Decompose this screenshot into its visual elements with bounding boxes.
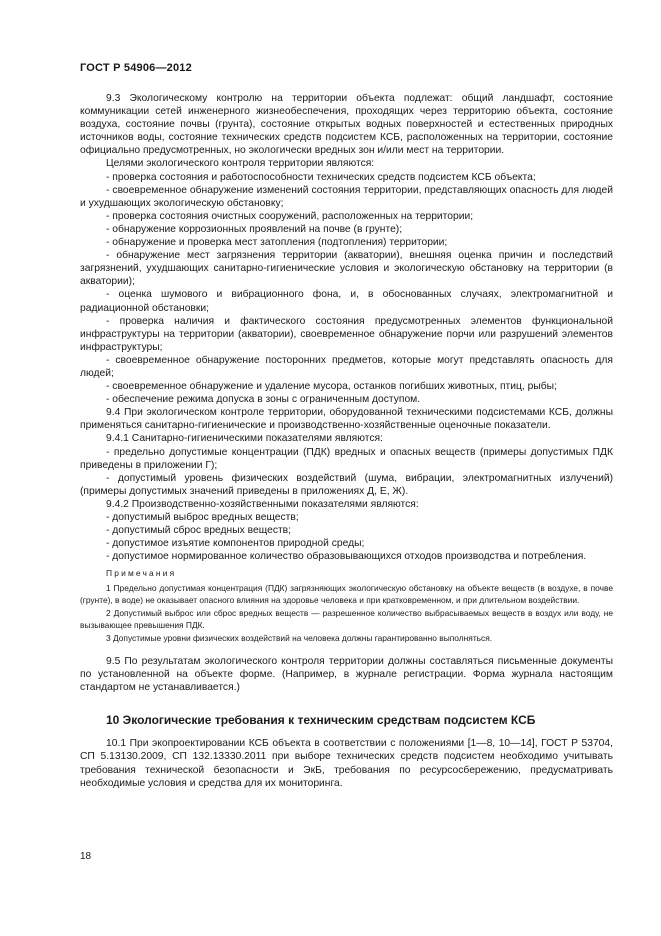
list-item: - обнаружение мест загрязнения территории (акватории), внешняя оценка причин и последствий загрязнений, ухудшающих санитарно-гигиенические условия и экологическую обстановку на территории (в акватории); [80,250,613,288]
notes-title: Примечания [106,568,177,579]
note-item: 1 Предельно допустимая концентрация (ПДК) загрязняющих экологическую обстановку на объекте веществ (в воздухе, в почве (грунте), в воде) не оказывает опасного влияния на здоровье человека и при кратковременном, и при длительном воздействии. [80,582,613,605]
list-item: - обеспечение режима допуска в зоны с ограниченным доступом. [106,394,421,406]
paragraph-9-3: 9.3 Экологическому контролю на территории объекта подлежат: общий ландшафт, состояние коммуникации сетей инженерного жизнеобеспечения, проходящих через территорию объекта, состояние воздуха, состояние почвы (грунта), состояние открытых водных поверхностей и естественных природных источников воды, состояние технических средств подсистем КСБ, расположенных на территории, состояние официально предусмотренных, но экологически вредных зон и/или мест на территории. [80,93,613,157]
list-item: - оценка шумового и вибрационного фона, и, в обоснованных случаях, электромагнитной и радиационной обстановки; [80,289,613,314]
paragraph-9-4-2: 9.4.2 Производственно-хозяйственными показателями являются: [106,498,419,510]
goals-intro: Целями экологического контроля территории являются: [106,158,375,170]
page-content [80,92,613,790]
list-item: - предельно допустимые концентрации (ПДК) вредных и опасных веществ (примеры допустимых ПДК приведены в приложении Г); [80,446,613,471]
list-item: - проверка состояния очистных сооружений, расположенных на территории; [106,210,474,222]
list-item: - своевременное обнаружение изменений состояния территории, представляющих опасность для людей и ухудшающих экологическую обстановку; [80,184,613,209]
list-item: - своевременное обнаружение посторонних предметов, которые могут представлять опасность для людей; [80,354,613,379]
list-item: - допустимый уровень физических воздействий (шума, вибрации, электромагнитных излучений) (примеры допустимых значений приведены в приложениях Д, Е, Ж). [80,472,613,497]
list-item: - обнаружение и проверка мест затопления (подтопления) территории; [106,237,448,249]
list-item: - допустимое нормированное количество образовывающихся отходов производства и потребления. [106,551,587,563]
list-item: - обнаружение коррозионных проявлений на почве (в грунте); [106,223,403,235]
section-10-heading: 10 Экологические требования к техническим средствам подсистем КСБ [106,713,536,728]
document-header: ГОСТ Р 54906—2012 [80,62,192,74]
list-item: - допустимый выброс вредных веществ; [106,512,299,523]
paragraph-9-4-1: 9.4.1 Санитарно-гигиеническими показателями являются: [106,433,383,445]
list-item: - своевременное обнаружение и удаление мусора, останков погибших животных, птиц, рыбы; [106,381,557,393]
paragraph-9-5: 9.5 По результатам экологического контроля территории должны составляться письменные документы по установленной на объекте форме. (Например, в журнале регистрации. Форма журнала настоящим стандартом не устанавливается.) [80,655,613,694]
list-item: - допустимый сброс вредных веществ; [106,525,292,537]
note-item: 3 Допустимые уровни физических воздействий на человека должны гарантированно выполняться. [106,633,493,644]
note-item: 2 Допустимый выброс или сброс вредных веществ — разрешенное количество выбрасываемых веществ в воздух или воду, не вызывающее превышения ПДК. [80,608,613,630]
notes-block [80,568,613,645]
list-item: - проверка наличия и фактического состояния предусмотренных элементов функциональной инфраструктуры на территории (акватории), своевременное обнаружение порчи или разрушений элементов инфраструктуры; [80,315,613,353]
page-number: 18 [80,851,92,862]
list-item: - проверка состояния и работоспособности технических средств подсистем КСБ объекта; [106,171,536,183]
paragraph-9-4: 9.4 При экологическом контроле территории, оборудованной техническими подсистемами КСБ, должны применяться санитарно-гигиенические и производственно-хозяйственные оценочные показатели. [80,407,613,432]
list-item: - допустимое изъятие компонентов природной среды; [106,538,365,550]
paragraph-10-1: 10.1 При экопроектировании КСБ объекта в соответствии с положениями [1—8, 10—14], ГОСТ Р 53704, СП 5.13130.2009, СП 132.13330.2011 при выборе технических средств подсистем необходимо учитывать требования технической безопасности и ЭкБ, требования по ресурсосбережению, предусматривать необходимые условия и средства для их мониторинга. [80,738,613,789]
